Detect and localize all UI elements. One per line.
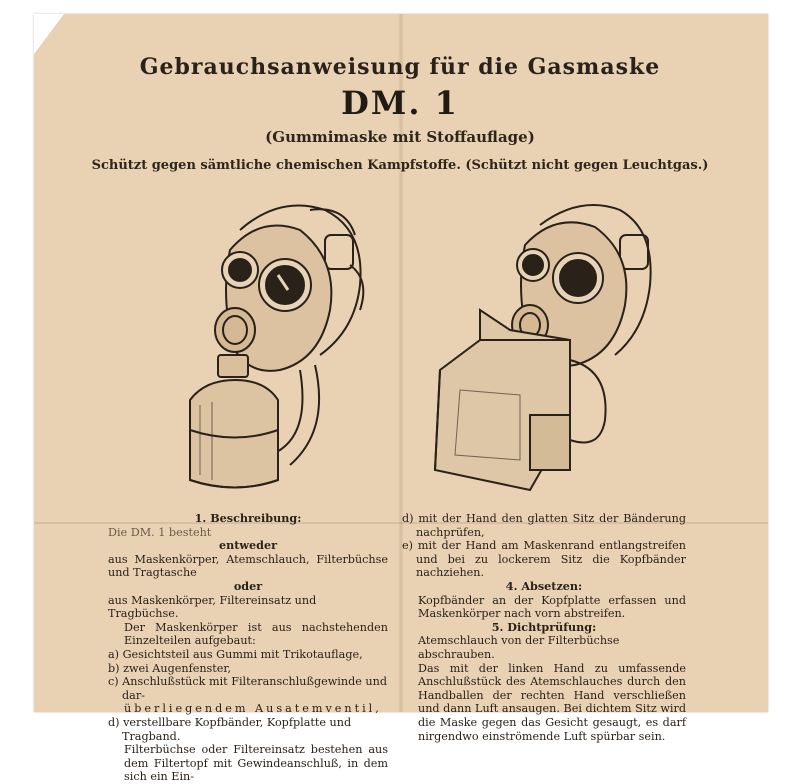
text-column-right [402,512,686,743]
seal-test-text-a: Atemschlauch von der Filterbüchse abschrauben. [418,634,620,661]
either-text: aus Maskenkörper, Atemschlauch, Filterbüchse und Tragtasche [108,552,388,580]
or-text: aus Maskenkörper, Filtereinsatz und Tragbüchse. [108,593,317,621]
item-d-right: d) mit der Hand den glatten Sitz der Bänderung nachprüfen, [402,512,686,539]
section-heading-description: 1. Beschreibung: [194,511,302,525]
either-label: entweder [218,538,277,553]
item-e-right: e) mit der Hand am Maskenrand entlangstreifen und bei zu lockerem Sitz die Kopfbänder nachziehen. [402,539,686,580]
document-subtitle: (Gummimaske mit Stoffauflage) [265,128,535,146]
gasmask-case-illustration [420,190,680,500]
item-c-line2: überliegendem Ausatemventil, [124,702,382,716]
item-a: a) Gesichtsteil aus Gummi mit Trikotauflage, [108,647,363,661]
filter-text: Filterbüchse oder Filtereinsatz bestehen aus dem Filtertopf mit Gewindeanschluß, in dem sich ein Ein- [124,743,388,784]
item-c-line1: c) Anschlußstück mit Filteranschlußgewinde und dar- [108,675,387,702]
folded-corner [34,14,64,54]
document-title: Gebrauchsanweisung für die Gasmaske [139,54,661,80]
item-b: b) zwei Augenfenster, [108,661,232,675]
protection-note: Schützt gegen sämtliche chemischen Kampfstoffe. (Schützt nicht gegen Leuchtgas.) [91,158,709,173]
model-designation: DM. 1 [341,84,459,122]
section-heading-seal-test: 5. Dichtprüfung: [491,619,597,634]
text-column-left [108,512,388,784]
item-d: d) verstellbare Kopfbänder, Kopfplatte und Tragband. [108,715,352,743]
faint-line: Die DM. 1 besteht [108,525,212,539]
gasmask-canister-illustration [160,190,390,500]
seal-test-text-b: Das mit der linken Hand zu umfassende Anschlußstück des Atemschlauches durch den Handballen der rechten Hand verschließen und dann Luft ansaugen. Bei dichtem Sitz wird die Maske gegen das Gesicht gesaugt, es darf nirgendwo einströmende Luft spürbar sein. [418,661,686,743]
or-label: oder [233,578,263,593]
section-heading-removal: 4. Absetzen: [505,578,583,593]
removal-text: Kopfbänder an der Kopfplatte erfassen und Maskenkörper nach vorn abstreifen. [418,593,686,621]
parts-intro: Der Maskenkörper ist aus nachstehenden Einzelteilen aufgebaut: [124,620,388,648]
